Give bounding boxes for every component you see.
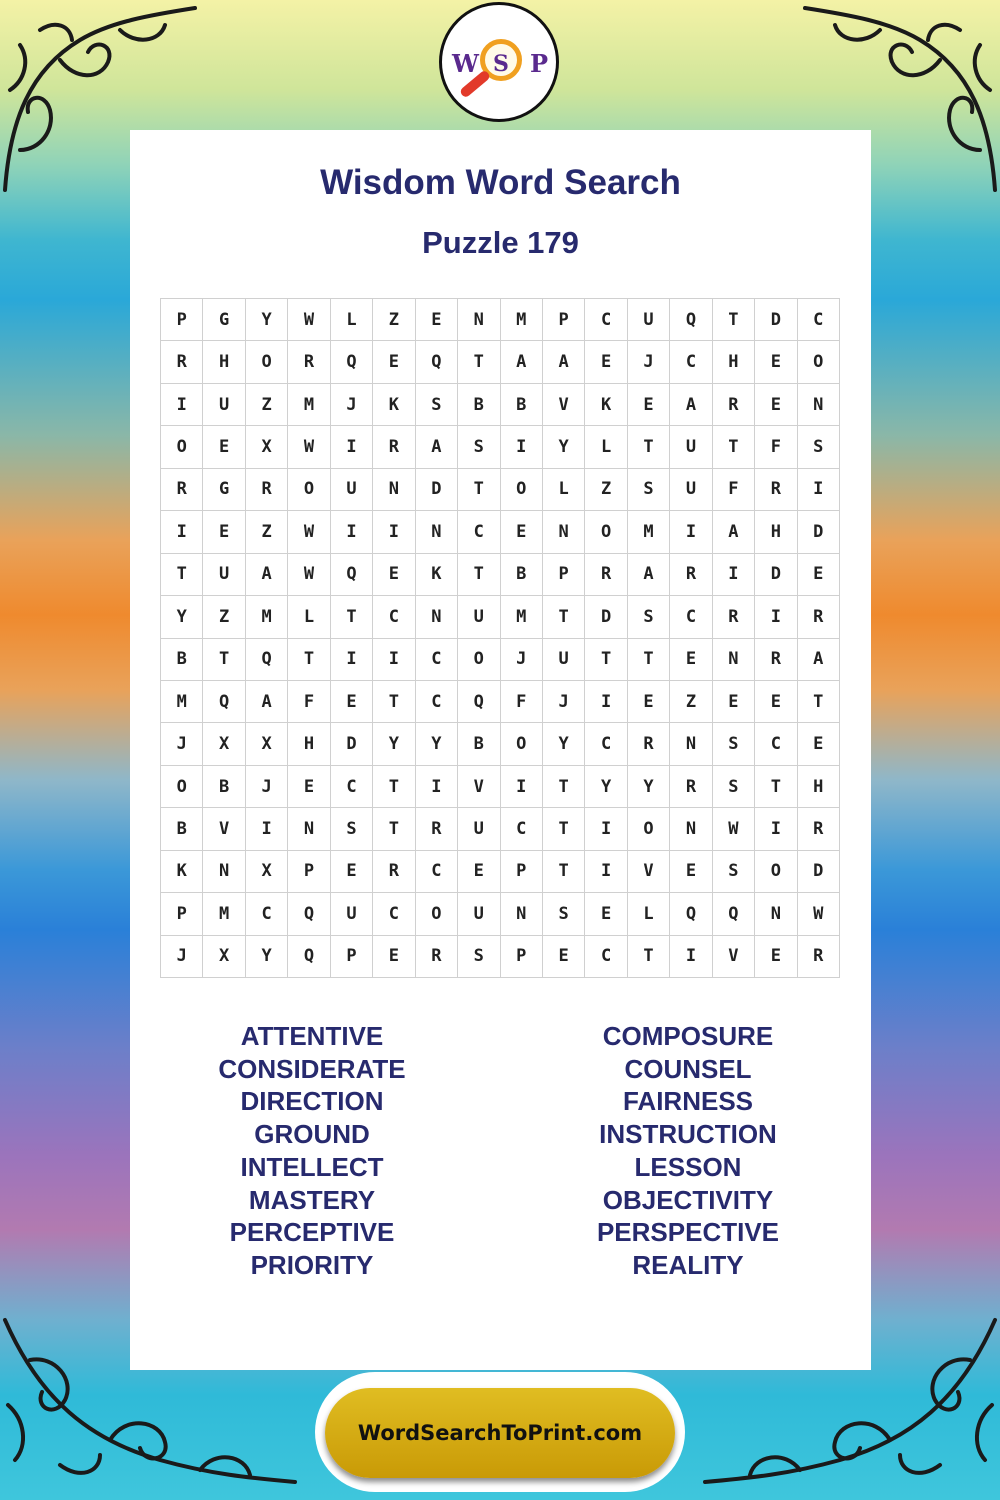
grid-cell[interactable]: L bbox=[331, 299, 373, 341]
grid-cell[interactable]: D bbox=[798, 511, 840, 553]
grid-cell[interactable]: H bbox=[288, 723, 330, 765]
grid-cell[interactable]: V bbox=[628, 851, 670, 893]
grid-cell[interactable]: T bbox=[458, 469, 500, 511]
grid-cell[interactable]: L bbox=[288, 596, 330, 638]
grid-cell[interactable]: Z bbox=[670, 681, 712, 723]
grid-cell[interactable]: W bbox=[288, 554, 330, 596]
grid-cell[interactable]: Q bbox=[203, 681, 245, 723]
grid-cell[interactable]: C bbox=[755, 723, 797, 765]
grid-cell[interactable]: F bbox=[501, 681, 543, 723]
grid-cell[interactable]: E bbox=[755, 936, 797, 978]
grid-cell[interactable]: V bbox=[458, 766, 500, 808]
grid-cell[interactable]: R bbox=[755, 639, 797, 681]
grid-cell[interactable]: R bbox=[713, 384, 755, 426]
grid-cell[interactable]: K bbox=[416, 554, 458, 596]
grid-cell[interactable]: T bbox=[713, 426, 755, 468]
word-list-item: COMPOSURE bbox=[602, 1021, 774, 1051]
grid-cell[interactable]: N bbox=[416, 511, 458, 553]
grid-cell[interactable]: E bbox=[203, 426, 245, 468]
grid-cell[interactable]: Z bbox=[246, 384, 288, 426]
grid-cell[interactable]: T bbox=[543, 808, 585, 850]
grid-cell[interactable]: I bbox=[246, 808, 288, 850]
grid-cell[interactable]: E bbox=[331, 681, 373, 723]
grid-cell[interactable]: R bbox=[755, 469, 797, 511]
grid-cell[interactable]: Y bbox=[373, 723, 415, 765]
grid-cell[interactable]: U bbox=[331, 469, 373, 511]
grid-cell[interactable]: A bbox=[246, 681, 288, 723]
grid-cell[interactable]: I bbox=[755, 596, 797, 638]
grid-cell[interactable]: A bbox=[670, 384, 712, 426]
grid-cell[interactable]: R bbox=[798, 596, 840, 638]
grid-cell[interactable]: I bbox=[501, 766, 543, 808]
letter-grid bbox=[160, 298, 840, 978]
grid-cell[interactable]: I bbox=[798, 469, 840, 511]
grid-cell[interactable]: T bbox=[331, 596, 373, 638]
grid-cell[interactable]: T bbox=[373, 766, 415, 808]
grid-cell[interactable]: C bbox=[373, 893, 415, 935]
grid-cell[interactable]: Y bbox=[246, 936, 288, 978]
grid-cell[interactable]: R bbox=[798, 808, 840, 850]
grid-cell[interactable]: R bbox=[416, 808, 458, 850]
grid-cell[interactable]: O bbox=[798, 341, 840, 383]
grid-cell[interactable]: O bbox=[246, 341, 288, 383]
grid-cell[interactable]: C bbox=[416, 639, 458, 681]
grid-cell[interactable]: U bbox=[203, 384, 245, 426]
grid-cell[interactable]: S bbox=[416, 384, 458, 426]
grid-cell[interactable]: S bbox=[713, 723, 755, 765]
grid-cell[interactable]: N bbox=[713, 639, 755, 681]
word-list-item: INSTRUCTION bbox=[599, 1119, 777, 1150]
grid-cell[interactable]: T bbox=[373, 681, 415, 723]
grid-cell[interactable]: O bbox=[628, 808, 670, 850]
grid-cell[interactable]: I bbox=[331, 511, 373, 553]
grid-cell[interactable]: I bbox=[161, 511, 203, 553]
grid-cell[interactable]: Q bbox=[331, 554, 373, 596]
grid-cell[interactable]: E bbox=[373, 554, 415, 596]
grid-cell[interactable]: F bbox=[713, 469, 755, 511]
grid-cell[interactable]: E bbox=[713, 681, 755, 723]
grid-cell[interactable]: L bbox=[585, 426, 627, 468]
grid-cell[interactable]: A bbox=[416, 426, 458, 468]
grid-cell[interactable]: E bbox=[331, 851, 373, 893]
grid-cell[interactable]: T bbox=[628, 639, 670, 681]
grid-cell[interactable]: N bbox=[755, 893, 797, 935]
grid-cell[interactable]: E bbox=[416, 299, 458, 341]
word-list-item: LESSON bbox=[634, 1151, 742, 1182]
grid-cell[interactable]: I bbox=[161, 384, 203, 426]
grid-cell[interactable]: P bbox=[543, 554, 585, 596]
grid-cell[interactable]: A bbox=[501, 341, 543, 383]
grid-cell[interactable]: W bbox=[288, 299, 330, 341]
grid-cell[interactable]: F bbox=[755, 426, 797, 468]
grid-cell[interactable]: U bbox=[458, 596, 500, 638]
grid-cell[interactable]: E bbox=[755, 681, 797, 723]
grid-cell[interactable]: P bbox=[331, 936, 373, 978]
grid-cell[interactable]: V bbox=[203, 808, 245, 850]
grid-cell[interactable]: U bbox=[670, 426, 712, 468]
word-list-item: ATTENTIVE bbox=[240, 1021, 384, 1051]
grid-cell[interactable]: E bbox=[628, 384, 670, 426]
logo-letter-p: P bbox=[530, 49, 549, 78]
grid-cell[interactable]: N bbox=[288, 808, 330, 850]
grid-cell[interactable]: T bbox=[755, 766, 797, 808]
grid-cell[interactable]: Y bbox=[246, 299, 288, 341]
grid-cell[interactable]: A bbox=[246, 554, 288, 596]
grid-cell[interactable]: W bbox=[798, 893, 840, 935]
grid-cell[interactable]: R bbox=[288, 341, 330, 383]
grid-cell[interactable]: Z bbox=[246, 511, 288, 553]
grid-cell[interactable]: H bbox=[713, 341, 755, 383]
grid-cell[interactable]: K bbox=[585, 384, 627, 426]
grid-cell[interactable]: T bbox=[713, 299, 755, 341]
grid-cell[interactable]: V bbox=[543, 384, 585, 426]
grid-cell[interactable]: Y bbox=[628, 766, 670, 808]
grid-cell[interactable]: R bbox=[416, 936, 458, 978]
grid-cell[interactable]: O bbox=[501, 723, 543, 765]
grid-cell[interactable]: D bbox=[416, 469, 458, 511]
grid-cell[interactable]: A bbox=[798, 639, 840, 681]
grid-cell[interactable]: T bbox=[628, 426, 670, 468]
grid-cell[interactable]: H bbox=[755, 511, 797, 553]
word-list-item: INTELLECT bbox=[240, 1151, 384, 1182]
grid-cell[interactable]: S bbox=[713, 766, 755, 808]
grid-cell[interactable]: T bbox=[628, 936, 670, 978]
grid-cell[interactable]: T bbox=[288, 639, 330, 681]
grid-cell[interactable]: C bbox=[670, 596, 712, 638]
grid-cell[interactable]: Y bbox=[543, 723, 585, 765]
word-list-item: GROUND bbox=[254, 1119, 370, 1150]
grid-cell[interactable]: Q bbox=[670, 893, 712, 935]
grid-cell[interactable]: O bbox=[161, 426, 203, 468]
grid-cell[interactable]: C bbox=[373, 596, 415, 638]
grid-cell[interactable]: N bbox=[203, 851, 245, 893]
grid-cell[interactable]: Z bbox=[373, 299, 415, 341]
grid-cell[interactable]: T bbox=[543, 766, 585, 808]
grid-cell[interactable]: T bbox=[203, 639, 245, 681]
grid-cell[interactable]: Q bbox=[713, 893, 755, 935]
grid-cell[interactable]: R bbox=[798, 936, 840, 978]
grid-cell[interactable]: N bbox=[501, 893, 543, 935]
grid-cell[interactable]: D bbox=[585, 596, 627, 638]
grid-cell[interactable]: X bbox=[246, 426, 288, 468]
grid-cell[interactable]: N bbox=[373, 469, 415, 511]
grid-cell[interactable]: E bbox=[628, 681, 670, 723]
grid-cell[interactable]: Z bbox=[585, 469, 627, 511]
grid-cell[interactable]: T bbox=[798, 681, 840, 723]
grid-cell[interactable]: E bbox=[670, 851, 712, 893]
grid-cell[interactable]: B bbox=[458, 384, 500, 426]
grid-cell[interactable]: E bbox=[670, 639, 712, 681]
grid-cell[interactable]: B bbox=[203, 766, 245, 808]
grid-cell[interactable]: M bbox=[246, 596, 288, 638]
grid-cell[interactable]: O bbox=[755, 851, 797, 893]
grid-cell[interactable]: M bbox=[161, 681, 203, 723]
grid-cell[interactable]: T bbox=[373, 808, 415, 850]
grid-cell[interactable]: F bbox=[288, 681, 330, 723]
grid-cell[interactable]: W bbox=[713, 808, 755, 850]
word-list-item: OBJECTIVITY bbox=[602, 1184, 774, 1215]
grid-cell[interactable]: R bbox=[161, 341, 203, 383]
word-list-item: REALITY bbox=[632, 1249, 744, 1280]
grid-cell[interactable]: E bbox=[543, 936, 585, 978]
grid-cell[interactable]: I bbox=[501, 426, 543, 468]
grid-cell[interactable]: U bbox=[543, 639, 585, 681]
grid-cell[interactable]: E bbox=[755, 341, 797, 383]
grid-cell[interactable]: Z bbox=[203, 596, 245, 638]
grid-cell[interactable]: Y bbox=[161, 596, 203, 638]
grid-cell[interactable]: J bbox=[628, 341, 670, 383]
grid-cell[interactable]: M bbox=[203, 893, 245, 935]
word-list-item: MASTERY bbox=[248, 1184, 376, 1215]
grid-cell[interactable]: I bbox=[416, 766, 458, 808]
grid-cell[interactable]: Y bbox=[585, 766, 627, 808]
wsp-logo bbox=[439, 2, 559, 122]
grid-cell[interactable]: U bbox=[331, 893, 373, 935]
grid-cell[interactable]: D bbox=[798, 851, 840, 893]
grid-cell[interactable]: E bbox=[501, 511, 543, 553]
grid-cell[interactable]: D bbox=[755, 299, 797, 341]
grid-cell[interactable]: T bbox=[458, 341, 500, 383]
logo-letter-w: W bbox=[452, 49, 479, 78]
grid-cell[interactable]: L bbox=[543, 469, 585, 511]
grid-cell[interactable]: J bbox=[331, 384, 373, 426]
grid-cell[interactable]: C bbox=[416, 681, 458, 723]
grid-cell[interactable]: P bbox=[288, 851, 330, 893]
word-list-item: PRIORITY bbox=[250, 1249, 374, 1280]
grid-cell[interactable]: S bbox=[628, 469, 670, 511]
grid-cell[interactable]: H bbox=[798, 766, 840, 808]
grid-cell[interactable]: I bbox=[373, 511, 415, 553]
grid-cell[interactable]: O bbox=[585, 511, 627, 553]
grid-cell[interactable]: M bbox=[628, 511, 670, 553]
grid-cell[interactable]: O bbox=[501, 469, 543, 511]
grid-cell[interactable]: P bbox=[161, 893, 203, 935]
grid-cell[interactable]: P bbox=[543, 299, 585, 341]
grid-cell[interactable]: Q bbox=[416, 341, 458, 383]
grid-cell[interactable]: A bbox=[713, 511, 755, 553]
grid-cell[interactable]: C bbox=[585, 299, 627, 341]
grid-cell[interactable]: I bbox=[585, 681, 627, 723]
grid-cell[interactable]: J bbox=[161, 723, 203, 765]
grid-cell[interactable]: U bbox=[203, 554, 245, 596]
grid-cell[interactable]: M bbox=[501, 299, 543, 341]
word-list-item: FAIRNESS bbox=[622, 1086, 754, 1117]
grid-cell[interactable]: N bbox=[458, 299, 500, 341]
grid-cell[interactable]: R bbox=[585, 554, 627, 596]
grid-cell[interactable]: I bbox=[670, 511, 712, 553]
grid-cell[interactable]: N bbox=[670, 723, 712, 765]
grid-cell[interactable]: B bbox=[161, 639, 203, 681]
grid-cell[interactable]: L bbox=[628, 893, 670, 935]
grid-cell[interactable]: C bbox=[798, 299, 840, 341]
grid-cell[interactable]: C bbox=[246, 893, 288, 935]
grid-cell[interactable]: R bbox=[246, 469, 288, 511]
grid-cell[interactable]: O bbox=[288, 469, 330, 511]
grid-cell[interactable]: U bbox=[458, 808, 500, 850]
grid-cell[interactable]: T bbox=[161, 554, 203, 596]
page-title: Wisdom Word Search bbox=[320, 163, 681, 202]
grid-cell[interactable]: I bbox=[585, 808, 627, 850]
grid-cell[interactable]: W bbox=[288, 511, 330, 553]
grid-cell[interactable]: Y bbox=[543, 426, 585, 468]
grid-cell[interactable]: I bbox=[331, 426, 373, 468]
grid-cell[interactable]: C bbox=[501, 808, 543, 850]
grid-cell[interactable]: K bbox=[161, 851, 203, 893]
grid-cell[interactable]: T bbox=[543, 851, 585, 893]
grid-cell[interactable]: I bbox=[585, 851, 627, 893]
grid-cell[interactable]: A bbox=[543, 341, 585, 383]
grid-cell[interactable]: B bbox=[501, 384, 543, 426]
word-list-left bbox=[132, 1020, 492, 1282]
grid-cell[interactable]: I bbox=[755, 808, 797, 850]
grid-cell[interactable]: N bbox=[543, 511, 585, 553]
grid-cell[interactable]: N bbox=[670, 808, 712, 850]
grid-cell[interactable]: B bbox=[501, 554, 543, 596]
grid-cell[interactable]: Q bbox=[288, 893, 330, 935]
grid-cell[interactable]: S bbox=[458, 426, 500, 468]
grid-cell[interactable]: I bbox=[373, 639, 415, 681]
grid-cell[interactable]: X bbox=[246, 851, 288, 893]
grid-cell[interactable]: T bbox=[458, 554, 500, 596]
grid-cell[interactable]: E bbox=[373, 341, 415, 383]
grid-cell[interactable]: C bbox=[416, 851, 458, 893]
grid-cell[interactable]: E bbox=[755, 384, 797, 426]
word-list-item: PERCEPTIVE bbox=[229, 1217, 395, 1248]
puzzle-number: Puzzle 179 bbox=[422, 225, 579, 260]
grid-cell[interactable]: D bbox=[331, 723, 373, 765]
grid-cell[interactable]: G bbox=[203, 469, 245, 511]
grid-cell[interactable]: H bbox=[203, 341, 245, 383]
grid-cell[interactable]: V bbox=[713, 936, 755, 978]
grid-cell[interactable]: W bbox=[288, 426, 330, 468]
grid-cell[interactable]: C bbox=[585, 723, 627, 765]
grid-cell[interactable]: P bbox=[161, 299, 203, 341]
grid-cell[interactable]: E bbox=[798, 723, 840, 765]
grid-cell[interactable]: X bbox=[203, 936, 245, 978]
site-link[interactable]: WordSearchToPrint.com bbox=[357, 1421, 643, 1445]
grid-cell[interactable]: S bbox=[458, 936, 500, 978]
grid-cell[interactable]: P bbox=[501, 936, 543, 978]
grid-cell[interactable]: S bbox=[713, 851, 755, 893]
grid-cell[interactable]: E bbox=[798, 554, 840, 596]
grid-cell[interactable]: Y bbox=[416, 723, 458, 765]
grid-cell[interactable]: X bbox=[203, 723, 245, 765]
grid-cell[interactable]: E bbox=[585, 341, 627, 383]
grid-cell[interactable]: Q bbox=[246, 639, 288, 681]
grid-cell[interactable]: J bbox=[161, 936, 203, 978]
grid-cell[interactable]: T bbox=[543, 596, 585, 638]
grid-cell[interactable]: C bbox=[331, 766, 373, 808]
grid-cell[interactable]: M bbox=[501, 596, 543, 638]
grid-cell[interactable]: C bbox=[585, 936, 627, 978]
grid-cell[interactable]: I bbox=[331, 639, 373, 681]
grid-cell[interactable]: Q bbox=[331, 341, 373, 383]
grid-cell[interactable]: D bbox=[755, 554, 797, 596]
grid-cell[interactable]: S bbox=[798, 426, 840, 468]
grid-cell[interactable]: O bbox=[416, 893, 458, 935]
logo-letter-s: S bbox=[493, 51, 509, 77]
grid-cell[interactable]: C bbox=[670, 341, 712, 383]
grid-cell[interactable]: M bbox=[288, 384, 330, 426]
grid-cell[interactable]: P bbox=[501, 851, 543, 893]
grid-cell[interactable]: R bbox=[373, 851, 415, 893]
grid-cell[interactable]: S bbox=[331, 808, 373, 850]
word-list-item: DIRECTION bbox=[240, 1086, 384, 1117]
grid-cell[interactable]: Q bbox=[288, 936, 330, 978]
grid-cell[interactable]: C bbox=[458, 511, 500, 553]
grid-cell[interactable]: R bbox=[373, 426, 415, 468]
grid-cell[interactable]: E bbox=[585, 893, 627, 935]
grid-cell[interactable]: R bbox=[628, 723, 670, 765]
footer-banner[interactable] bbox=[325, 1388, 675, 1478]
grid-cell[interactable]: I bbox=[713, 554, 755, 596]
grid-cell[interactable]: U bbox=[458, 893, 500, 935]
grid-cell[interactable]: U bbox=[628, 299, 670, 341]
grid-cell[interactable]: I bbox=[670, 936, 712, 978]
grid-cell[interactable]: R bbox=[670, 554, 712, 596]
grid-cell[interactable]: O bbox=[458, 639, 500, 681]
word-list-right bbox=[508, 1020, 868, 1282]
grid-cell[interactable]: R bbox=[670, 766, 712, 808]
grid-cell[interactable]: E bbox=[288, 766, 330, 808]
grid-cell[interactable]: S bbox=[543, 893, 585, 935]
grid-cell[interactable]: J bbox=[501, 639, 543, 681]
grid-cell[interactable]: R bbox=[713, 596, 755, 638]
word-list-item: PERSPECTIVE bbox=[596, 1217, 780, 1248]
grid-cell[interactable]: R bbox=[161, 469, 203, 511]
grid-cell[interactable]: S bbox=[628, 596, 670, 638]
grid-cell[interactable]: B bbox=[161, 808, 203, 850]
grid-cell[interactable]: E bbox=[373, 936, 415, 978]
grid-cell[interactable]: J bbox=[246, 766, 288, 808]
grid-cell[interactable]: Q bbox=[670, 299, 712, 341]
grid-cell[interactable]: Q bbox=[458, 681, 500, 723]
grid-cell[interactable]: B bbox=[458, 723, 500, 765]
grid-cell[interactable]: O bbox=[161, 766, 203, 808]
grid-cell[interactable]: K bbox=[373, 384, 415, 426]
grid-cell[interactable]: E bbox=[458, 851, 500, 893]
grid-cell[interactable]: E bbox=[203, 511, 245, 553]
grid-cell[interactable]: U bbox=[670, 469, 712, 511]
grid-cell[interactable]: G bbox=[203, 299, 245, 341]
grid-cell[interactable]: X bbox=[246, 723, 288, 765]
word-list-item: COUNSEL bbox=[624, 1053, 752, 1084]
grid-cell[interactable]: N bbox=[798, 384, 840, 426]
grid-cell[interactable]: T bbox=[585, 639, 627, 681]
grid-cell[interactable]: J bbox=[543, 681, 585, 723]
word-list-item: CONSIDERATE bbox=[218, 1053, 406, 1084]
grid-cell[interactable]: N bbox=[416, 596, 458, 638]
grid-cell[interactable]: A bbox=[628, 554, 670, 596]
